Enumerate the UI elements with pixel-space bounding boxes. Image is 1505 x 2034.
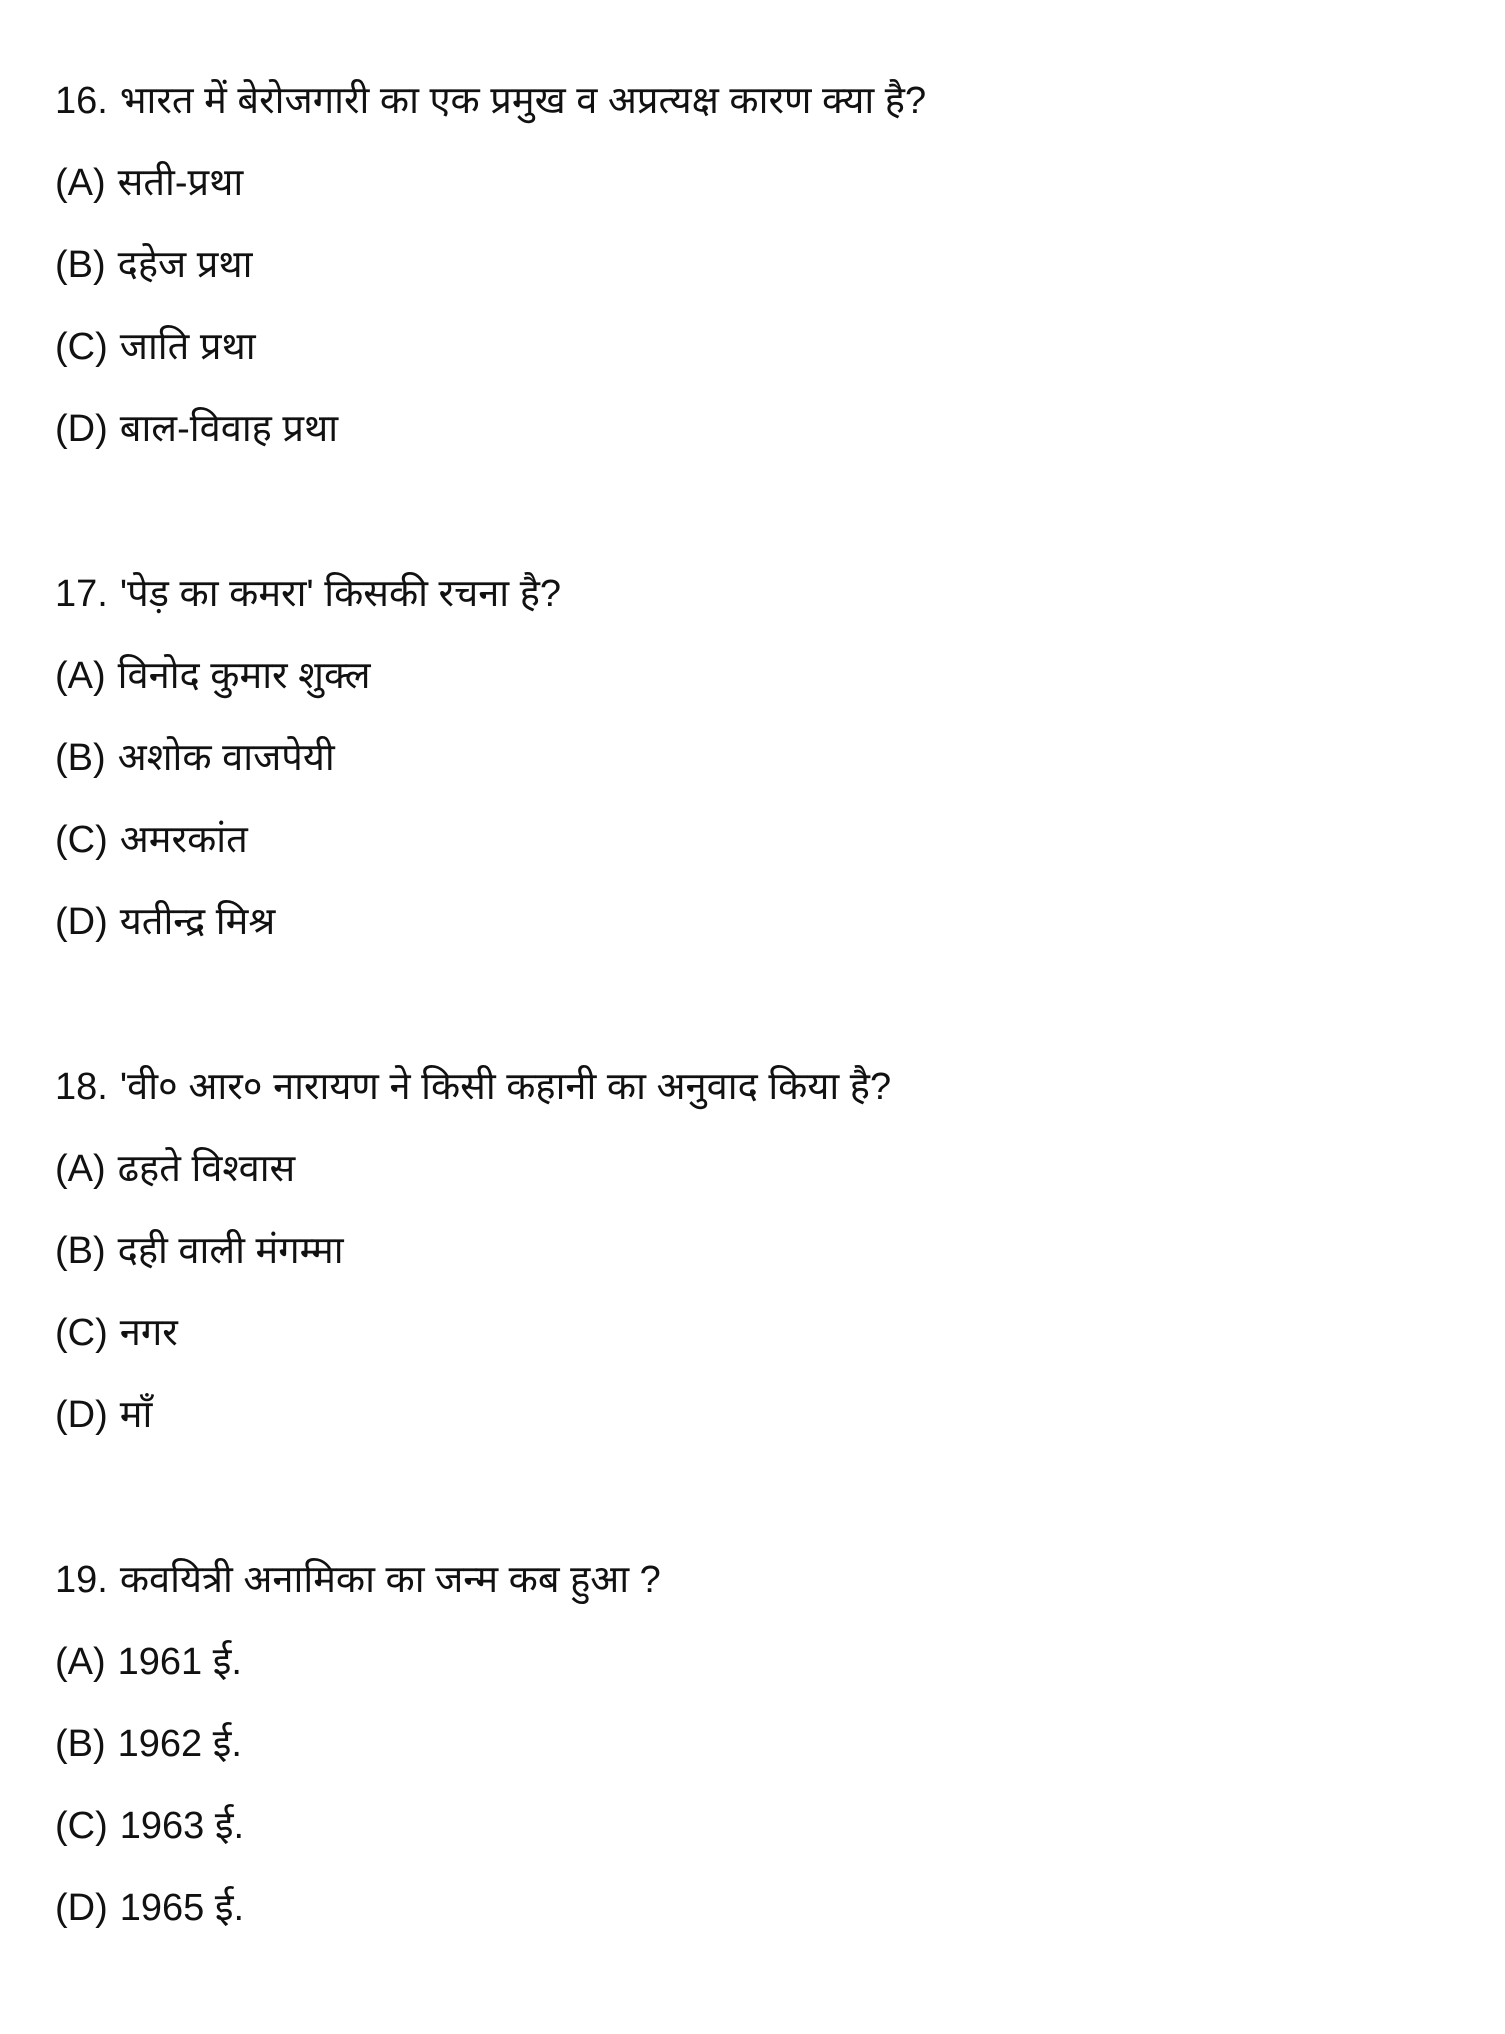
question-number: 16. [55,80,108,122]
option-text: 1963 ई. [119,1805,245,1847]
option-label: (D) [55,1887,108,1929]
option-text: विनोद कुमार शुक्ल [117,655,371,697]
option-label: (B) [55,244,106,286]
option-text: ढहते विश्वास [117,1148,296,1190]
option-text: अशोक वाजपेयी [117,737,335,779]
question-16 [55,60,926,470]
question-number: 18. [55,1066,108,1108]
option-label: (A) [55,655,106,697]
option-text: बाल-विवाह प्रथा [119,408,339,450]
option-a [55,1621,926,1703]
option-label: (A) [55,1641,106,1683]
option-d [55,1374,926,1456]
option-label: (C) [55,326,108,368]
question-text-line [55,1539,926,1621]
option-c [55,306,926,388]
option-d [55,881,926,963]
option-label: (A) [55,162,106,204]
option-text: अमरकांत [119,819,248,861]
option-b [55,224,926,306]
question-18 [55,1046,926,1456]
option-label: (A) [55,1148,106,1190]
option-text: दही वाली मंगम्मा [117,1230,344,1272]
option-text: यतीन्द्र मिश्र [119,901,276,943]
option-a [55,635,926,717]
option-text: 1965 ई. [119,1887,245,1929]
option-text: जाति प्रथा [119,326,256,368]
option-text: 1961 ई. [117,1641,242,1683]
option-a [55,142,926,224]
option-a [55,1128,926,1210]
option-d [55,1867,926,1949]
option-text: नगर [119,1312,178,1354]
option-text: 1962 ई. [117,1723,242,1765]
question-text-line [55,60,926,142]
option-label: (D) [55,408,108,450]
question-number: 17. [55,573,108,615]
question-sheet [55,60,926,2032]
question-text: 'वी० आर० नारायण ने किसी कहानी का अनुवाद किया है? [119,1066,892,1108]
question-text: भारत में बेरोजगारी का एक प्रमुख व अप्रत्यक्ष कारण क्या है? [119,80,927,122]
option-text: सती-प्रथा [117,162,244,204]
option-text: माँ [119,1394,153,1436]
option-text: दहेज प्रथा [117,244,253,286]
question-text-line [55,1046,926,1128]
option-label: (C) [55,819,108,861]
option-b [55,1703,926,1785]
option-c [55,799,926,881]
option-c [55,1785,926,1867]
question-number: 19. [55,1559,108,1601]
question-17 [55,553,926,963]
question-text: कवयित्री अनामिका का जन्म कब हुआ ? [119,1559,661,1601]
option-label: (B) [55,1723,106,1765]
question-text-line [55,553,926,635]
option-label: (D) [55,1394,108,1436]
option-label: (B) [55,1230,106,1272]
option-b [55,1210,926,1292]
option-label: (D) [55,901,108,943]
option-c [55,1292,926,1374]
question-19 [55,1539,926,1949]
option-label: (C) [55,1805,108,1847]
option-label: (B) [55,737,106,779]
option-label: (C) [55,1312,108,1354]
option-b [55,717,926,799]
option-d [55,388,926,470]
question-text: 'पेड़ का कमरा' किसकी रचना है? [119,573,562,615]
